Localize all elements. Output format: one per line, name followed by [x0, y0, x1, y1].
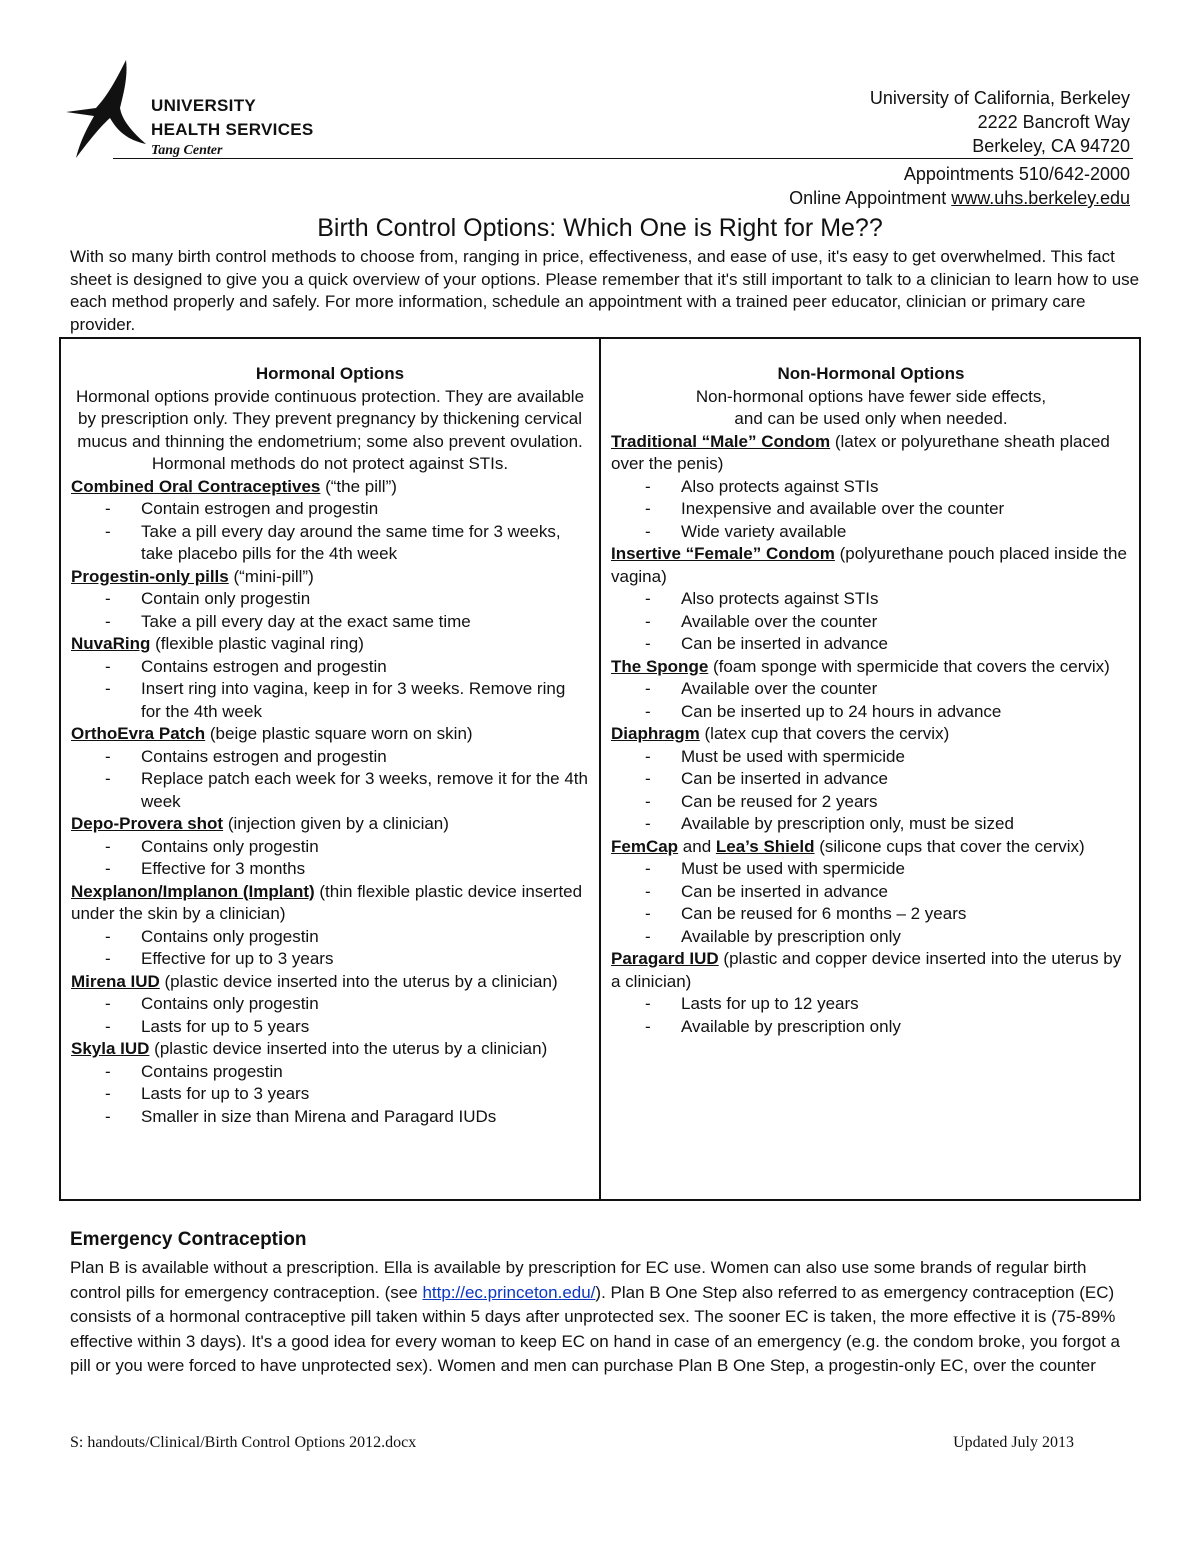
method-bullet: - Available over the counter: [611, 678, 1131, 701]
method-detail: (latex or polyurethane sheath placed over the penis): [611, 431, 1110, 473]
method-title: [71, 1038, 589, 1061]
method-bullet: - Contains only progestin: [71, 836, 589, 859]
appointments-block: [789, 162, 1130, 210]
method-name: FemCap: [611, 836, 679, 856]
nonhormonal-description-1: Non-hormonal options have fewer side effects,: [695, 386, 1047, 406]
address-line-2: 2222 Bancroft Way: [977, 112, 1130, 132]
method-bullet: - Take a pill every day around the same time for 3 weeks, take placebo pills for the 4th week: [71, 521, 589, 566]
method-title: [611, 948, 1131, 993]
method-bullet: - Available by prescription only: [611, 1016, 1131, 1039]
emergency-text-2: ). Plan B One Step also referred to as emergency contraception (EC) consists of a hormonal contraceptive pill taken within 5 days after unprotected sex. The sooner EC is taken, the more effective it is (75-89% effective within 3 days). It's a good idea for every woman to keep EC on hand in case of an emergency (e.g. the condom broke, you forgot a pill or you were forced to have unprotected sex). Women and men can purchase Plan B One Step, a progestin-only EC, over the counter: [70, 1282, 1120, 1375]
hormonal-column: [61, 339, 601, 1199]
method-bullet: - Contain only progestin: [71, 588, 589, 611]
method-bullet: - Can be inserted in advance: [611, 633, 1131, 656]
header-divider: [113, 158, 1133, 159]
method-name: OrthoEvra Patch: [71, 724, 206, 743]
method-block: [611, 836, 1131, 949]
method-name: NuvaRing: [71, 634, 151, 653]
address-block: [870, 86, 1130, 158]
method-block: [611, 656, 1131, 724]
method-name: Combined Oral Contraceptives: [71, 476, 321, 496]
address-line-3: Berkeley, CA 94720: [972, 136, 1130, 156]
method-bullet: - Take a pill every day at the exact same time: [71, 611, 589, 634]
method-bullet: - Inexpensive and available over the counter: [611, 498, 1131, 521]
method-bullet: - Also protects against STIs: [611, 588, 1131, 611]
method-bullet: - Can be inserted in advance: [611, 881, 1131, 904]
method-block: [71, 881, 589, 971]
method-name: Skyla IUD: [71, 1039, 150, 1058]
appointments-online: [789, 186, 1130, 210]
method-bullet: - Contains progestin: [71, 1061, 589, 1084]
method-title: [71, 723, 589, 746]
method-detail: (latex cup that covers the cervix): [699, 724, 950, 743]
method-title: [71, 566, 589, 589]
method-bullet: - Contains only progestin: [71, 993, 589, 1016]
method-bullet: - Lasts for up to 12 years: [611, 993, 1131, 1016]
method-bullet: - Contains estrogen and progestin: [71, 746, 589, 769]
uhs-logo: [66, 60, 366, 165]
method-detail: (“the pill”): [320, 476, 397, 496]
method-name: Nexplanon/Implanon (Implant): [71, 881, 315, 901]
method-detail: (plastic and copper device inserted into the uterus by a clinician): [611, 949, 1122, 991]
logo-text-tang-center: Tang Center: [151, 143, 223, 158]
method-name: The Sponge: [611, 656, 709, 676]
method-bullet: - Can be reused for 2 years: [611, 791, 1131, 814]
hormonal-heading: Hormonal Options: [255, 364, 405, 383]
method-block: [611, 723, 1131, 836]
method-name: Depo-Provera shot: [71, 814, 224, 833]
method-bullet: - Contain estrogen and progestin: [71, 498, 589, 521]
method-title: [611, 431, 1131, 476]
nonhormonal-description-2: and can be used only when needed.: [734, 409, 1008, 428]
method-bullet: - Can be inserted up to 24 hours in advance: [611, 701, 1131, 724]
method-block: [611, 543, 1131, 656]
nonhormonal-heading: Non-Hormonal Options: [777, 364, 965, 383]
method-block: [71, 971, 589, 1039]
method-detail: (foam sponge with spermicide that covers the cervix): [708, 656, 1110, 676]
method-bullet: - Must be used with spermicide: [611, 858, 1131, 881]
address-line-1: University of California, Berkeley: [869, 88, 1130, 108]
method-bullet: - Lasts for up to 3 years: [71, 1083, 589, 1106]
appointments-online-link[interactable]: www.uhs.berkeley.edu: [951, 188, 1130, 208]
header: [0, 0, 1200, 215]
method-name: Insertive “Female” Condom: [611, 544, 835, 563]
emergency-heading: Emergency Contraception: [70, 1229, 307, 1250]
method-title: [71, 813, 589, 836]
method-bullet: - Insert ring into vagina, keep in for 3 weeks. Remove ring for the 4th week: [71, 678, 589, 723]
method-detail: (beige plastic square worn on skin): [205, 724, 473, 743]
method-block: [71, 476, 589, 566]
method-block: [71, 813, 589, 881]
method-name: Progestin-only pills: [71, 566, 229, 586]
method-title: [611, 723, 1131, 746]
method-bullet: - Lasts for up to 5 years: [71, 1016, 589, 1039]
method-detail: (flexible plastic vaginal ring): [150, 634, 364, 653]
method-name: Mirena IUD: [71, 971, 160, 991]
method-bullet: - Also protects against STIs: [611, 476, 1131, 499]
footer-updated: Updated July 2013: [953, 1434, 1074, 1451]
method-title: [71, 971, 589, 994]
method-detail: (“mini-pill”): [228, 566, 314, 586]
method-name-secondary: Lea’s Shield: [715, 836, 815, 856]
hormonal-method-list: [71, 476, 589, 1129]
nonhormonal-method-list: [611, 431, 1131, 1039]
method-block: [611, 431, 1131, 544]
method-bullet: - Smaller in size than Mirena and Paragard IUDs: [71, 1106, 589, 1129]
method-bullet: - Effective for up to 3 years: [71, 948, 589, 971]
page-title: Birth Control Options: Which One is Right for Me??: [317, 214, 883, 242]
method-block: [611, 948, 1131, 1038]
method-detail: (polyurethane pouch placed inside the vagina): [611, 544, 1127, 586]
method-bullet: - Can be reused for 6 months – 2 years: [611, 903, 1131, 926]
method-title: [611, 543, 1131, 588]
method-detail: (thin flexible plastic device inserted under the skin by a clinician): [71, 881, 583, 923]
method-bullet: - Available by prescription only: [611, 926, 1131, 949]
method-name: Diaphragm: [611, 724, 700, 743]
method-bullet: - Contains estrogen and progestin: [71, 656, 589, 679]
method-block: [71, 633, 589, 723]
method-name: Traditional “Male” Condom: [611, 431, 831, 451]
appointments-phone: Appointments 510/642-2000: [903, 164, 1130, 184]
method-bullet: - Effective for 3 months: [71, 858, 589, 881]
tang-center-logo-icon: [66, 60, 156, 160]
method-block: [71, 723, 589, 813]
method-connector: and: [678, 836, 716, 856]
method-detail: (plastic device inserted into the uterus by a clinician): [149, 1039, 548, 1058]
method-detail: (plastic device inserted into the uterus by a clinician): [159, 971, 558, 991]
method-bullet: - Can be inserted in advance: [611, 768, 1131, 791]
method-detail: (injection given by a clinician): [223, 814, 449, 833]
appointments-online-label: Online Appointment: [789, 188, 952, 208]
hormonal-description: Hormonal options provide continuous protection. They are available by prescription only. They prevent pregnancy by thickening cervical mucus and thinning the endometrium; some also prevent ovulation. Hormonal methods do not protect against STIs.: [75, 386, 585, 473]
method-title: [71, 476, 589, 499]
emergency-paragraph: [70, 1256, 1140, 1379]
logo-text-health-services: HEALTH SERVICES: [151, 120, 314, 139]
method-bullet: - Available over the counter: [611, 611, 1131, 634]
method-bullet: - Contains only progestin: [71, 926, 589, 949]
logo-text-university: UNIVERSITY: [151, 96, 257, 115]
method-bullet: - Available by prescription only, must be sized: [611, 813, 1131, 836]
footer-file-path: S: handouts/Clinical/Birth Control Options 2012.docx: [70, 1434, 417, 1451]
method-bullet: - Wide variety available: [611, 521, 1131, 544]
method-block: [71, 1038, 589, 1128]
nonhormonal-column: [601, 339, 1141, 1199]
method-title: [71, 633, 589, 656]
method-detail: (silicone cups that cover the cervix): [814, 836, 1085, 856]
emergency-text-1: Plan B is available without a prescription. Ella is available by prescription for EC use. Women can also use some brands of regular birth control pills for emergency contraception. (see: [70, 1258, 1087, 1302]
options-table: [59, 337, 1141, 1201]
intro-paragraph: With so many birth control methods to choose from, ranging in price, effectiveness, and ease of use, it's easy to get overwhelmed. This fact sheet is designed to give you a quick overview of your options. Please remember that it's still important to talk to a clinician to learn how to use each method properly and safely. For more information, schedule an appointment with a trained peer educator, clinician or primary care provider.: [70, 247, 1140, 334]
method-name: Paragard IUD: [611, 949, 719, 968]
method-title: [611, 656, 1131, 679]
method-bullet: - Must be used with spermicide: [611, 746, 1131, 769]
method-title: [71, 881, 589, 926]
princeton-ec-link[interactable]: http://ec.princeton.edu/: [422, 1282, 596, 1302]
method-title: [611, 836, 1131, 859]
method-block: [71, 566, 589, 634]
method-bullet: - Replace patch each week for 3 weeks, remove it for the 4th week: [71, 768, 589, 813]
